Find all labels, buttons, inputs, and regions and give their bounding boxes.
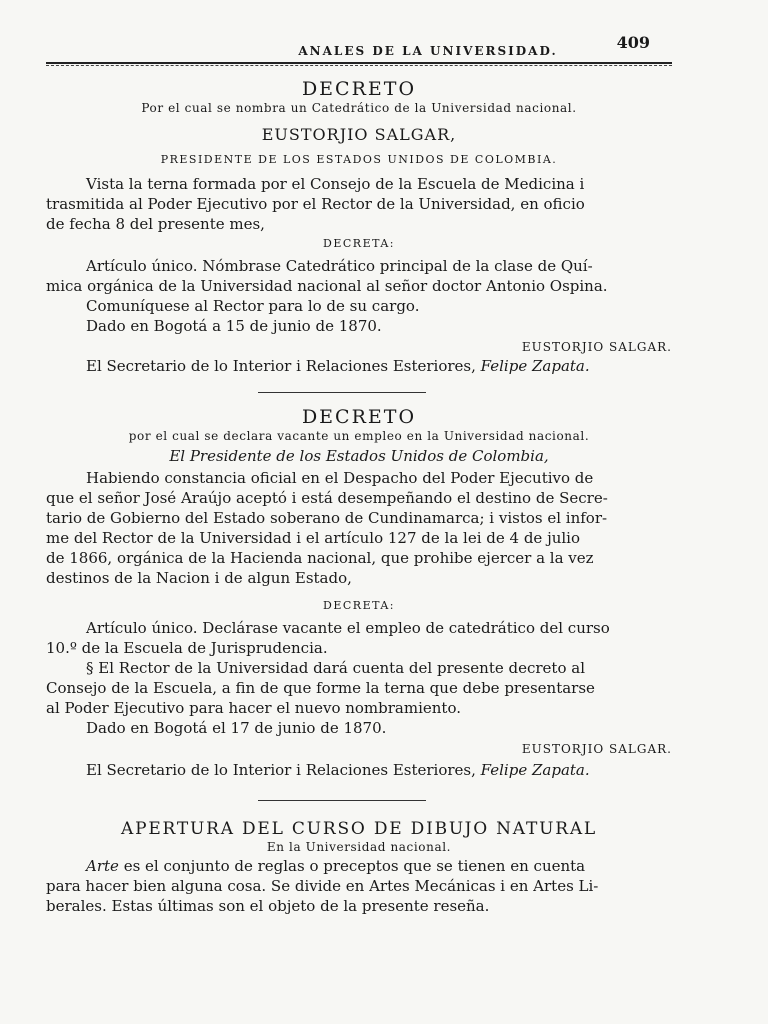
decree1-preamble-line: Vista la terna formada por el Consejo de la Escuela de Medicina i xyxy=(86,175,585,193)
decree1-preamble-line: de fecha 8 del presente mes, xyxy=(46,215,265,233)
decree2-authority: El Presidente de los Estados Unidos de Colombia, xyxy=(169,447,549,465)
section-body-line: para hacer bien alguna cosa. Se divide en Artes Mecánicas i en Artes Li- xyxy=(46,877,599,895)
page-number: 409 xyxy=(616,33,650,52)
decree1-secretary-text: El Secretario de lo Interior i Relaciones Esteriores, xyxy=(86,357,481,375)
decree2-secretary-text: El Secretario de lo Interior i Relaciones Esteriores, xyxy=(86,761,481,779)
decree1-secretary-name: Felipe Zapata. xyxy=(480,357,590,375)
decree1-article-line: mica orgánica de la Universidad nacional al señor doctor Antonio Ospina. xyxy=(46,277,608,295)
header-rule-dashed xyxy=(46,65,672,66)
decree2-preamble-line: Habiendo constancia oficial en el Despacho del Poder Ejecutivo de xyxy=(86,469,594,487)
decree1-title: DECRETO xyxy=(301,78,417,100)
decree2-decreta: DECRETA: xyxy=(323,599,395,612)
decree2-secretary xyxy=(46,760,672,780)
decree2-preamble-line: que el señor José Araújo aceptó i está desempeñando el destino de Secre- xyxy=(46,489,608,507)
decree2-secretary-name: Felipe Zapata. xyxy=(480,761,590,779)
section-divider xyxy=(258,800,426,801)
section-divider xyxy=(258,392,426,393)
decree1-secretary xyxy=(46,356,672,376)
decree2-article xyxy=(46,618,672,738)
decree2-paragraph-line: Consejo de la Escuela, a fin de que forme la terna que debe presentarse xyxy=(46,679,595,697)
section-body xyxy=(46,856,672,916)
decree2-given: Dado en Bogotá el 17 de junio de 1870. xyxy=(86,719,387,737)
decree2-paragraph-line: al Poder Ejecutivo para hacer el nuevo nombramiento. xyxy=(46,699,461,717)
decree1-signature: EUSTORJIO SALGAR. xyxy=(521,340,672,354)
decree2-article-line: 10.º de la Escuela de Jurisprudencia. xyxy=(46,639,328,657)
decree2-paragraph-line: § El Rector de la Universidad dará cuenta del presente decreto al xyxy=(86,659,585,677)
decree2-preamble-line: me del Rector de la Universidad i el artículo 127 de la lei de 4 de julio xyxy=(46,529,581,547)
decree1-preamble xyxy=(46,174,672,234)
decree1-decreta: DECRETA: xyxy=(323,237,395,250)
decree1-preamble-line: trasmitida al Poder Ejecutivo por el Rector de la Universidad, en oficio xyxy=(46,195,585,213)
decree1-article xyxy=(46,256,672,336)
decree2-preamble xyxy=(46,468,672,588)
running-head: ANALES DE LA UNIVERSIDAD. xyxy=(298,44,558,58)
section-subtitle: En la Universidad nacional. xyxy=(266,840,452,854)
section-title: APERTURA DEL CURSO DE DIBUJO NATURAL xyxy=(121,819,597,839)
decree1-subtitle: Por el cual se nombra un Catedrático de la Universidad nacional. xyxy=(141,101,577,115)
decree2-preamble-line: destinos de la Nacion i de algun Estado, xyxy=(46,569,352,587)
section-body-line: es el conjunto de reglas o preceptos que se tienen en cuenta xyxy=(118,857,586,875)
decree1-article-line: Artículo único. Nómbrase Catedrático principal de la clase de Quí- xyxy=(86,257,593,275)
section-body-line: berales. Estas últimas son el objeto de la presente reseña. xyxy=(46,897,490,915)
decree1-office: PRESIDENTE DE LOS ESTADOS UNIDOS DE COLOMBIA. xyxy=(160,153,558,166)
decree1-given: Dado en Bogotá a 15 de junio de 1870. xyxy=(86,317,382,335)
decree2-signature: EUSTORJIO SALGAR. xyxy=(521,742,672,756)
header-rule xyxy=(46,62,672,64)
decree2-subtitle: por el cual se declara vacante un empleo en la Universidad nacional. xyxy=(128,429,590,443)
decree1-president-name: EUSTORJIO SALGAR, xyxy=(261,125,457,144)
decree2-title: DECRETO xyxy=(301,406,417,428)
section-body-italic-word: Arte xyxy=(86,857,119,875)
decree2-article-line: Artículo único. Declárase vacante el empleo de catedrático del curso xyxy=(86,619,610,637)
decree2-preamble-line: de 1866, orgánica de la Hacienda nacional, que prohibe ejercer a la vez xyxy=(46,549,594,567)
page-header xyxy=(48,34,658,58)
decree2-preamble-line: tario de Gobierno del Estado soberano de Cundinamarca; i vistos el infor- xyxy=(46,509,608,527)
decree1-communicate: Comuníquese al Rector para lo de su cargo. xyxy=(86,297,420,315)
